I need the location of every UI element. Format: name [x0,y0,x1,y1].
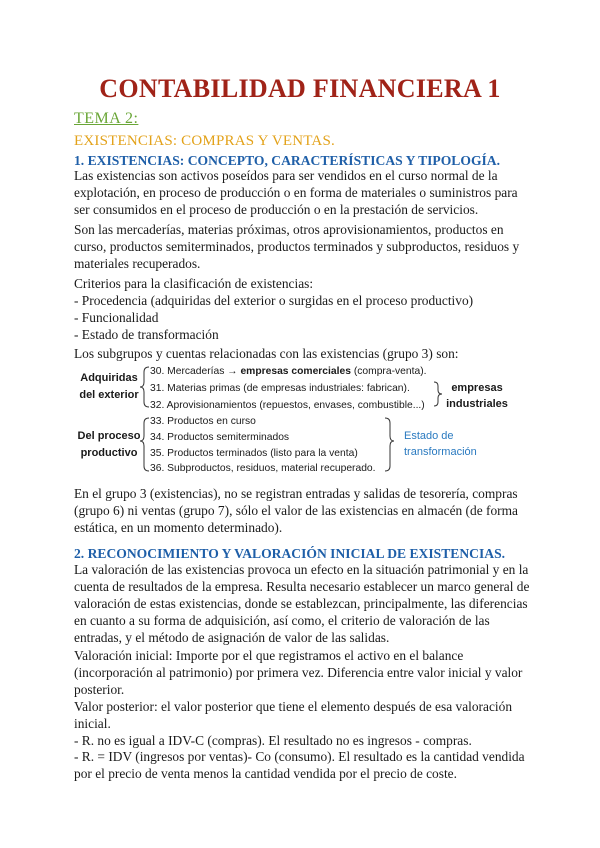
text-line: posterior. [74,681,125,697]
document-title: CONTABILIDAD FINANCIERA 1 [99,74,501,103]
text-line: curso, productos semiterminados, productos terminados y subproductos, residuos y [74,238,520,254]
list-item: - Procedencia (adquiridas del exterior o surgidas en el proceso productivo) [74,292,474,308]
section2-heading: 2. RECONOCIMIENTO Y VALORACIÓN INICIAL DE EXISTENCIAS. [74,546,506,561]
right-brace-industriales [434,382,442,406]
section1-heading: 1. EXISTENCIAS: CONCEPTO, CARACTERÍSTICAS Y TIPOLOGÍA. [74,153,501,168]
tema-subtitle: EXISTENCIAS: COMPRAS Y VENTAS. [74,133,335,149]
empresas-industriales-label: empresas industriales [446,382,508,410]
list-item: - R. no es igual a IDV-C (compras). El resultado no es ingresos - compras. [74,732,472,748]
section1-paragraph-grupo3 [74,486,526,537]
tema-label: TEMA 2: [74,110,139,127]
arrow-right-icon: → [227,366,238,377]
text-line: cuenta de resultados de la empresa. Resulta necesario establecer un marco general de [74,578,530,594]
text-line: entradas, y el método de asignación de valor de las salidas. [74,629,390,645]
account-32: 32. Aprovisionamientos (repuestos, envases, combustible...) [150,400,425,411]
text-line: Valor posterior: el valor posterior que tiene el elemento después de esa valoración [74,698,513,714]
account-30 [150,366,426,377]
group-label-adquiridas: Adquiridas del exterior [79,372,139,401]
text-line: La valoración de las existencias provoca un efecto en la situación patrimonial y en la [74,562,529,577]
section2-paragraph-inicial [74,648,526,783]
text-line: Los subgrupos y cuentas relacionadas con las existencias (grupo 3) son: [74,346,459,361]
text-line: en cuanto a su forma de adquisición, así como, el criterio de valoración de las [74,612,490,628]
text-line: Son las mercaderías, materias próximas, otros aprovisionamientos, productos en [74,222,504,237]
account-35: 35. Productos terminados (listo para la venta) [150,448,358,459]
section2-paragraph-valoracion [74,562,530,647]
list-item: - R. = IDV (ingresos por ventas)- Co (consumo). El resultado es la cantidad vendida [74,749,525,765]
group-label-proceso: Del proceso productivo [77,430,141,459]
account-30-bold: empresas comerciales [240,366,351,377]
text-line: por el precio de venta menos la cantidad vendida por el precio de coste. [74,766,457,782]
account-34: 34. Productos semiterminados [150,432,290,443]
right-brace-transformacion [385,418,394,471]
text-line: Criterios para la clasificación de existencias: [74,276,314,291]
account-36: 36. Subproductos, residuos, material recuperado. [150,463,376,474]
text-line: En el grupo 3 (existencias), no se registran entradas y salidas de tesorería, compras [74,486,518,501]
list-item: - Estado de transformación [74,326,219,342]
text-line: estática, en un momento determinado). [74,519,283,535]
text-line: (incorporación al patrimonio) por primera vez. Diferencia entre valor inicial y valor [74,664,523,680]
account-33: 33. Productos en curso [150,416,256,427]
text-line: valoración de estas existencias, donde se establezcan, principalmente, las diferencias [74,595,528,611]
text-line: Las existencias son activos poseídos para ser vendidos en el curso normal de la [74,168,498,183]
account-31: 31. Materias primas (de empresas industriales: fabrican). [150,383,410,394]
text-line: Valoración inicial: Importe por el que registramos el activo en el balance [74,648,464,663]
list-item: - Funcionalidad [74,309,159,325]
text-line: ser consumidos en el proceso de producción o en la prestación de servicios. [74,201,479,217]
text-line: (grupo 6) ni ventas (grupo 7), sólo el valor de las existencias en almacén (de forma [74,502,518,518]
account-30-suffix: (compra-venta). [353,366,427,377]
text-line: inicial. [74,715,111,731]
estado-transformacion-label: Estado de transformación [404,430,477,458]
text-line: explotación, en proceso de producción o en forma de materiales o suministros para [74,184,518,200]
account-30-prefix: 30. Mercaderías [150,366,225,377]
text-line: materiales recuperados. [74,255,201,271]
